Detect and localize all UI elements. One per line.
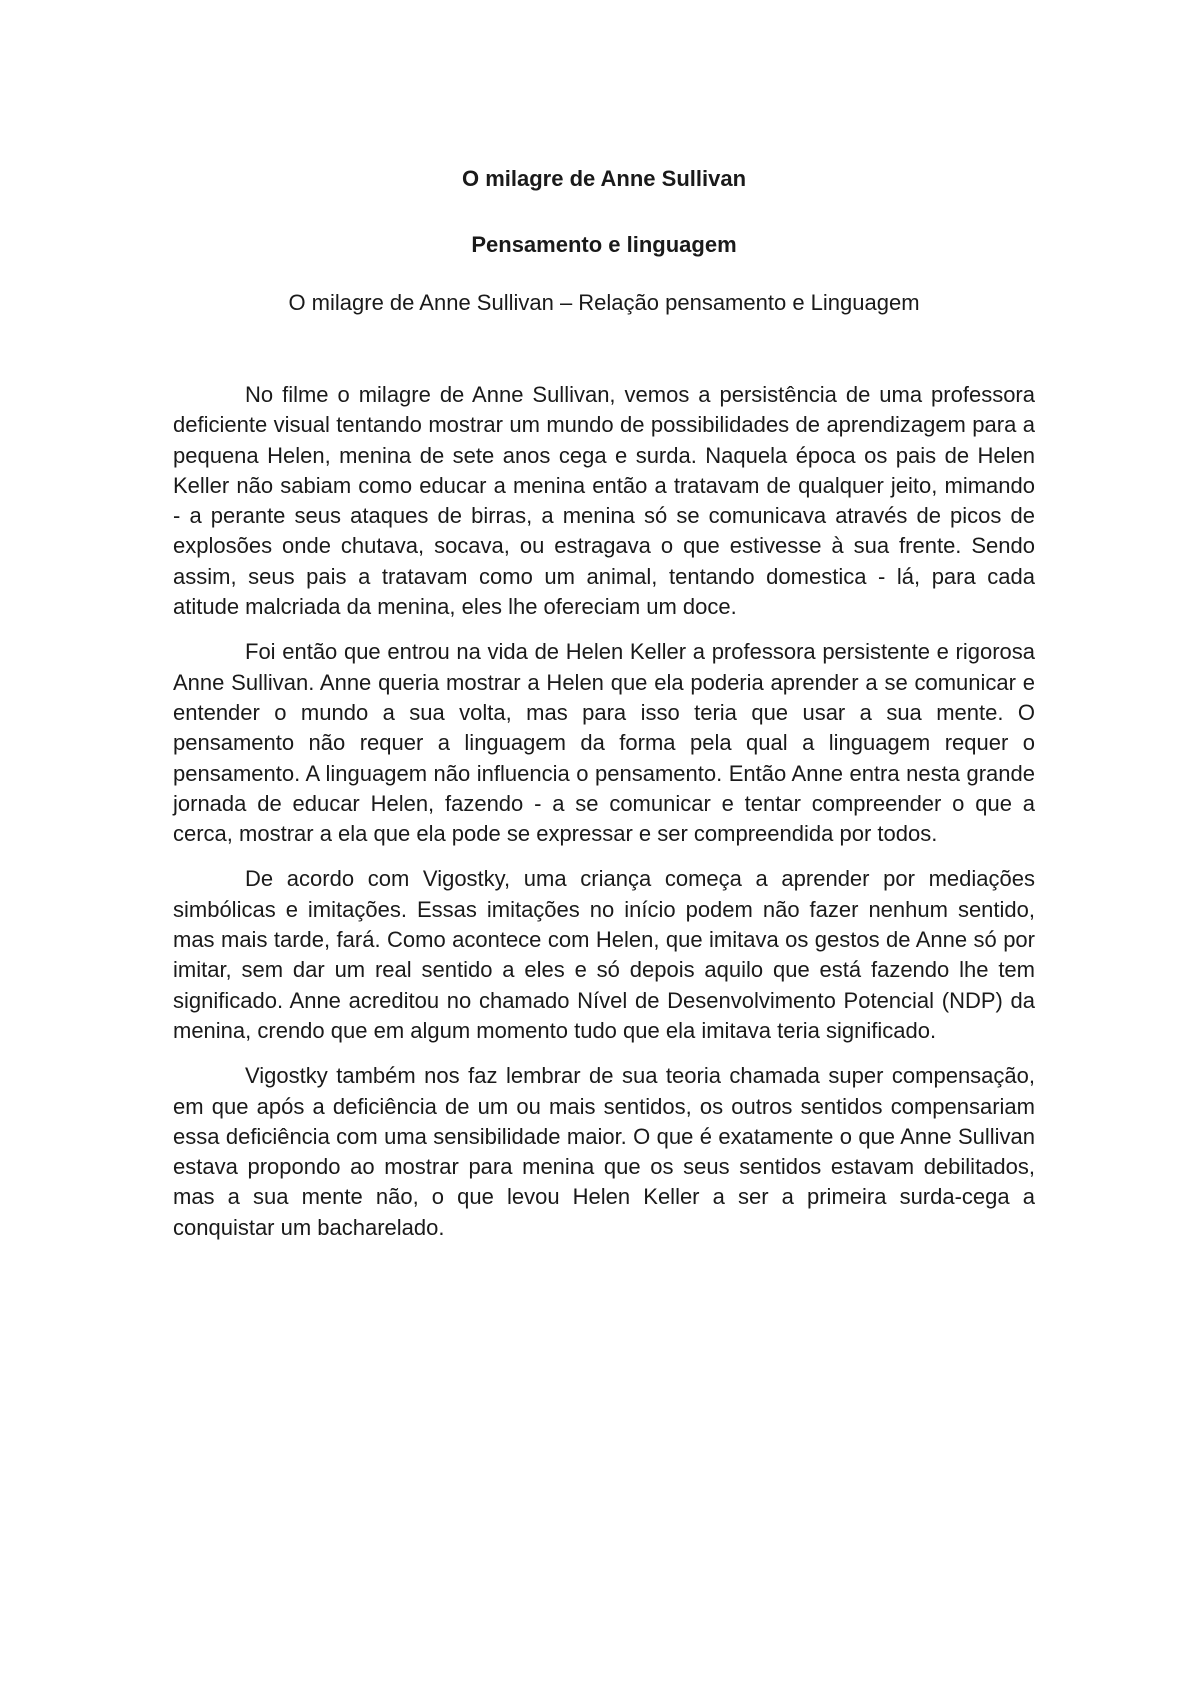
paragraph-1: No filme o milagre de Anne Sullivan, vemos a persistência de uma professora deficiente visual tentando mostrar um mundo de possibilidades de aprendizagem para a pequena Helen, menina de sete anos cega e surda. Naquela época os pais de Helen Keller não sabiam como educar a menina então a tratavam de qualquer jeito, mimando - a perante seus ataques de birras, a menina só se comunicava através de picos de explosões onde chutava, socava, ou estragava o que estivesse à sua frente. Sendo assim, seus pais a tratavam como um animal, tentando domestica - lá, para cada atitude malcriada da menina, eles lhe ofereciam um doce. xyxy=(173,382,1035,620)
document-title: O milagre de Anne Sullivan xyxy=(461,166,747,191)
document-body xyxy=(173,380,1035,1243)
document-heading-line: O milagre de Anne Sullivan – Relação pensamento e Linguagem xyxy=(288,290,920,315)
paragraph-3: De acordo com Vigostky, uma criança começa a aprender por mediações simbólicas e imitações. Essas imitações no início podem não fazer nenhum sentido, mas mais tarde, fará. Como acontece com Helen, que imitava os gestos de Anne só por imitar, sem dar um real sentido a eles e só depois aquilo que está fazendo lhe tem significado. Anne acreditou no chamado Nível de Desenvolvimento Potencial (NDP) da menina, crendo que em algum momento tudo que ela imitava teria significado. xyxy=(173,866,1035,1043)
paragraph-2: Foi então que entrou na vida de Helen Keller a professora persistente e rigorosa Anne Sullivan. Anne queria mostrar a Helen que ela poderia aprender a se comunicar e entender o mundo a sua volta, mas para isso teria que usar a sua mente. O pensamento não requer a linguagem da forma pela qual a linguagem requer o pensamento. A linguagem não influencia o pensamento. Então Anne entra nesta grande jornada de educar Helen, fazendo - a se comunicar e tentar compreender o que a cerca, mostrar a ela que ela pode se expressar e ser compreendida por todos. xyxy=(173,639,1035,847)
document-subtitle: Pensamento e linguagem xyxy=(471,232,737,257)
document-content xyxy=(173,163,1035,1258)
paragraph-4: Vigostky também nos faz lembrar de sua teoria chamada super compensação, em que após a deficiência de um ou mais sentidos, os outros sentidos compensariam essa deficiência com uma sensibilidade maior. O que é exatamente o que Anne Sullivan estava propondo ao mostrar para menina que os seus sentidos estavam debilitados, mas a sua mente não, o que levou Helen Keller a ser a primeira surda-cega a conquistar um bacharelado. xyxy=(173,1063,1035,1240)
